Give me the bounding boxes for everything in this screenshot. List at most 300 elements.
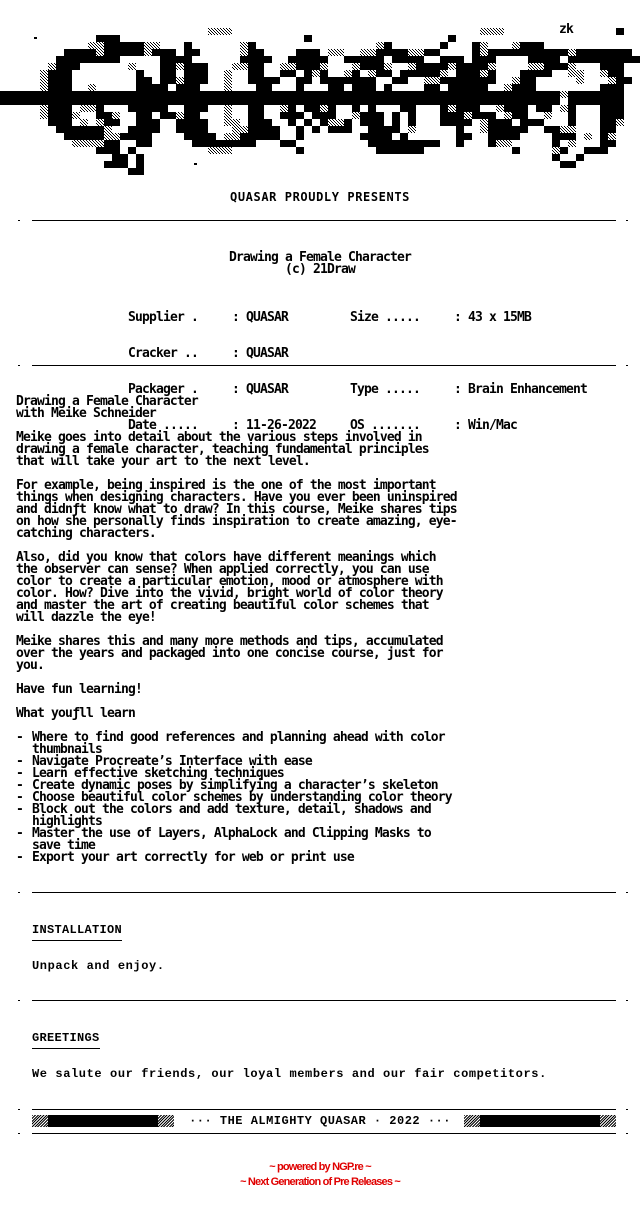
logo-pixel bbox=[400, 91, 408, 98]
logo-pixel bbox=[344, 77, 352, 84]
logo-pixel bbox=[136, 161, 144, 168]
logo-pixel bbox=[328, 98, 336, 105]
description-paragraph bbox=[16, 708, 616, 720]
logo-pixel bbox=[408, 91, 416, 98]
logo-pixel bbox=[56, 119, 64, 126]
logo-pixel bbox=[160, 70, 168, 77]
list-item-line: Block out the colors and add texture, detail, shadows and bbox=[32, 802, 431, 817]
logo-pixel bbox=[96, 91, 104, 98]
logo-pixel bbox=[400, 70, 408, 77]
logo-pixel bbox=[576, 154, 584, 161]
logo-pixel bbox=[40, 91, 48, 98]
logo-pixel bbox=[136, 168, 144, 175]
logo-pixel bbox=[408, 140, 416, 147]
logo-pixel bbox=[112, 98, 120, 105]
logo-pixel bbox=[200, 140, 208, 147]
logo-pixel bbox=[520, 91, 528, 98]
logo-pixel bbox=[88, 126, 96, 133]
logo-pixel bbox=[488, 77, 496, 84]
logo-pixel bbox=[576, 70, 584, 77]
logo-pixel bbox=[608, 63, 616, 70]
logo-pixel bbox=[568, 56, 576, 63]
release-title: Drawing a Female Character bbox=[229, 250, 411, 265]
list-item-line: Create dynamic poses by simplifying a character’s skeleton bbox=[32, 778, 438, 793]
logo-pixel bbox=[472, 98, 480, 105]
logo-pixel bbox=[296, 98, 304, 105]
logo-pixel bbox=[128, 49, 136, 56]
list-item-line: highlights bbox=[32, 814, 102, 829]
logo-pixel bbox=[552, 154, 560, 161]
logo-pixel bbox=[424, 91, 432, 98]
logo-pixel bbox=[624, 56, 632, 63]
logo-pixel bbox=[208, 28, 216, 35]
logo-pixel bbox=[568, 161, 576, 168]
logo-pixel bbox=[304, 98, 312, 105]
logo-pixel bbox=[336, 84, 344, 91]
logo-pixel bbox=[256, 56, 264, 63]
logo-pixel bbox=[128, 42, 136, 49]
logo-pixel bbox=[216, 147, 224, 154]
logo-pixel bbox=[256, 105, 264, 112]
logo-pixel bbox=[304, 119, 312, 126]
logo-pixel bbox=[176, 112, 184, 119]
logo-pixel bbox=[248, 119, 256, 126]
logo-pixel bbox=[496, 49, 504, 56]
footer-title: ··· THE ALMIGHTY QUASAR · 2022 ··· bbox=[189, 1114, 451, 1128]
logo-pixel bbox=[96, 42, 104, 49]
logo-pixel bbox=[72, 63, 80, 70]
logo-pixel bbox=[328, 77, 336, 84]
logo-pixel bbox=[400, 49, 408, 56]
logo-pixel bbox=[192, 105, 200, 112]
logo-pixel bbox=[96, 98, 104, 105]
logo-pixel bbox=[88, 140, 96, 147]
logo-pixel bbox=[320, 77, 328, 84]
logo-pixel bbox=[192, 126, 200, 133]
logo-pixel bbox=[256, 133, 264, 140]
logo-pixel bbox=[240, 140, 248, 147]
logo-pixel bbox=[592, 56, 600, 63]
logo-pixel bbox=[624, 77, 632, 84]
logo-pixel bbox=[184, 49, 192, 56]
logo-pixel bbox=[440, 91, 448, 98]
logo-pixel bbox=[376, 70, 384, 77]
logo-pixel bbox=[304, 91, 312, 98]
list-item-line: Master the use of Layers, AlphaLock and Clipping Masks to bbox=[32, 826, 431, 841]
logo-pixel bbox=[440, 112, 448, 119]
logo-pixel bbox=[336, 119, 344, 126]
powered-by-tagline: ~ Next Generation of Pre Releases ~ bbox=[240, 1176, 400, 1188]
divider bbox=[0, 1109, 640, 1112]
logo-pixel bbox=[104, 119, 112, 126]
logo-pixel bbox=[616, 63, 624, 70]
info-row: Date ..... : 11-26-2022 OS ....... : Win/Mac bbox=[128, 418, 517, 433]
logo-pixel bbox=[72, 49, 80, 56]
text-line: will dazzle the eye! bbox=[16, 610, 156, 625]
logo-pixel bbox=[64, 98, 72, 105]
logo-pixel bbox=[224, 147, 232, 154]
logo-pixel bbox=[232, 63, 240, 70]
logo-pixel bbox=[24, 98, 32, 105]
logo-pixel bbox=[40, 77, 48, 84]
logo-pixel bbox=[112, 112, 120, 119]
logo-pixel bbox=[168, 49, 176, 56]
logo-pixel bbox=[296, 147, 304, 154]
logo-pixel bbox=[136, 105, 144, 112]
logo-pixel bbox=[504, 91, 512, 98]
logo-pixel bbox=[368, 77, 376, 84]
logo-pixel bbox=[488, 119, 496, 126]
logo-pixel bbox=[512, 133, 520, 140]
logo-pixel bbox=[48, 63, 56, 70]
logo-pixel bbox=[392, 119, 400, 126]
logo-pixel bbox=[256, 77, 264, 84]
logo-pixel bbox=[96, 119, 104, 126]
logo-pixel bbox=[296, 56, 304, 63]
logo-pixel bbox=[352, 63, 360, 70]
logo-pixel bbox=[376, 49, 384, 56]
logo-pixel bbox=[376, 42, 384, 49]
logo-pixel bbox=[376, 56, 384, 63]
logo-pixel bbox=[408, 49, 416, 56]
logo-pixel bbox=[392, 91, 400, 98]
logo-pixel bbox=[224, 28, 232, 35]
logo-pixel bbox=[528, 91, 536, 98]
logo-pixel bbox=[336, 91, 344, 98]
logo-pixel bbox=[528, 98, 536, 105]
logo-pixel bbox=[320, 112, 328, 119]
logo-pixel bbox=[568, 112, 576, 119]
logo-pixel bbox=[360, 119, 368, 126]
divider bbox=[0, 1133, 640, 1136]
logo-pixel bbox=[456, 91, 464, 98]
logo-pixel bbox=[128, 168, 136, 175]
logo-pixel bbox=[192, 112, 200, 119]
logo-pixel bbox=[456, 140, 464, 147]
logo-pixel bbox=[512, 49, 520, 56]
logo-pixel bbox=[224, 112, 232, 119]
logo-pixel bbox=[328, 119, 336, 126]
logo-pixel bbox=[200, 63, 208, 70]
logo-pixel bbox=[176, 77, 184, 84]
logo-pixel bbox=[152, 42, 160, 49]
logo-pixel bbox=[488, 70, 496, 77]
logo-pixel bbox=[568, 126, 576, 133]
logo-pixel bbox=[160, 84, 168, 91]
logo-pixel bbox=[336, 77, 344, 84]
logo-pixel bbox=[248, 56, 256, 63]
logo-pixel bbox=[96, 49, 104, 56]
logo-pixel bbox=[240, 126, 248, 133]
logo-pixel bbox=[304, 63, 312, 70]
logo-pixel bbox=[80, 49, 88, 56]
logo-pixel bbox=[504, 84, 512, 91]
logo-pixel bbox=[408, 63, 416, 70]
logo-pixel bbox=[504, 119, 512, 126]
info-value: 43 x 15MB bbox=[468, 310, 531, 325]
logo-pixel bbox=[72, 133, 80, 140]
logo-pixel bbox=[448, 112, 456, 119]
logo-pixel bbox=[184, 63, 192, 70]
powered-by[interactable]: ~ powered by NGP.re ~ bbox=[269, 1161, 371, 1173]
info-value: 11-26-2022 bbox=[246, 418, 316, 433]
logo-pixel bbox=[424, 63, 432, 70]
logo-pixel bbox=[176, 98, 184, 105]
logo-pixel bbox=[312, 91, 320, 98]
logo-pixel bbox=[344, 91, 352, 98]
logo-pixel bbox=[432, 91, 440, 98]
logo-pixel bbox=[400, 98, 408, 105]
logo-pixel bbox=[248, 133, 256, 140]
logo-pixel bbox=[616, 49, 624, 56]
logo-pixel bbox=[304, 56, 312, 63]
logo-pixel bbox=[456, 133, 464, 140]
logo-pixel bbox=[608, 91, 616, 98]
logo-pixel bbox=[600, 119, 608, 126]
logo-pixel bbox=[152, 84, 160, 91]
logo-pixel bbox=[136, 70, 144, 77]
logo-pixel bbox=[160, 112, 168, 119]
logo-pixel bbox=[456, 77, 464, 84]
logo-pixel bbox=[608, 126, 616, 133]
logo-pixel bbox=[272, 98, 280, 105]
logo-pixel bbox=[528, 77, 536, 84]
logo-pixel bbox=[136, 91, 144, 98]
logo-pixel bbox=[240, 91, 248, 98]
logo-pixel bbox=[456, 56, 464, 63]
logo-pixel bbox=[600, 105, 608, 112]
logo-pixel bbox=[384, 147, 392, 154]
logo-pixel bbox=[288, 63, 296, 70]
list-item-line: save time bbox=[32, 838, 95, 853]
logo-pixel bbox=[56, 126, 64, 133]
logo-pixel bbox=[432, 98, 440, 105]
logo-pixel bbox=[304, 77, 312, 84]
logo-pixel bbox=[448, 77, 456, 84]
logo-pixel bbox=[64, 105, 72, 112]
bullet-dash: - bbox=[16, 826, 23, 841]
logo-pixel bbox=[488, 126, 496, 133]
logo-pixel bbox=[184, 77, 192, 84]
logo-pixel bbox=[176, 84, 184, 91]
logo-pixel bbox=[224, 105, 232, 112]
logo-pixel bbox=[504, 126, 512, 133]
logo-pixel bbox=[464, 105, 472, 112]
logo-pixel bbox=[608, 70, 616, 77]
logo-pixel bbox=[384, 42, 392, 49]
logo-pixel bbox=[568, 105, 576, 112]
logo-pixel bbox=[584, 91, 592, 98]
logo-pixel bbox=[608, 140, 616, 147]
logo-pixel bbox=[464, 84, 472, 91]
text-line: and didnƒt know what to draw? In this course, Meike shares tips bbox=[16, 502, 457, 517]
logo-pixel bbox=[512, 126, 520, 133]
list-item-line: Export your art correctly for web or print use bbox=[32, 850, 354, 865]
logo-pixel bbox=[464, 77, 472, 84]
logo-pixel bbox=[584, 56, 592, 63]
logo-pixel bbox=[424, 77, 432, 84]
logo-pixel bbox=[528, 49, 536, 56]
logo-pixel bbox=[496, 28, 504, 35]
logo-pixel bbox=[408, 56, 416, 63]
logo-pixel bbox=[368, 112, 376, 119]
logo-pixel bbox=[64, 119, 72, 126]
greetings-text: We salute our friends, our loyal members and our fair competitors. bbox=[32, 1067, 547, 1081]
logo-pixel bbox=[520, 49, 528, 56]
logo-pixel bbox=[384, 126, 392, 133]
logo-pixel bbox=[368, 70, 376, 77]
logo-pixel bbox=[448, 63, 456, 70]
logo-pixel bbox=[224, 119, 232, 126]
logo-pixel bbox=[256, 91, 264, 98]
text-line: over the years and packaged into one concise course, just for bbox=[16, 646, 443, 661]
logo-pixel bbox=[368, 119, 376, 126]
logo-pixel bbox=[232, 119, 240, 126]
logo-pixel bbox=[600, 84, 608, 91]
logo-pixels bbox=[0, 28, 640, 175]
logo-pixel bbox=[112, 49, 120, 56]
text-line: Drawing a Female Character bbox=[16, 394, 198, 409]
logo-pixel bbox=[448, 119, 456, 126]
logo-pixel bbox=[160, 91, 168, 98]
logo-pixel bbox=[248, 49, 256, 56]
logo-pixel bbox=[216, 98, 224, 105]
logo-pixel bbox=[224, 98, 232, 105]
logo-pixel bbox=[552, 56, 560, 63]
logo-pixel bbox=[104, 98, 112, 105]
logo-pixel bbox=[80, 133, 88, 140]
logo-pixel bbox=[112, 147, 120, 154]
logo-pixel bbox=[304, 35, 312, 42]
logo-pixel bbox=[88, 56, 96, 63]
logo-pixel bbox=[616, 91, 624, 98]
logo-pixel bbox=[80, 56, 88, 63]
logo-pixel bbox=[344, 70, 352, 77]
logo-pixel bbox=[248, 140, 256, 147]
logo-pixel bbox=[416, 91, 424, 98]
divider bbox=[0, 220, 640, 223]
logo-pixel bbox=[160, 56, 168, 63]
logo-pixel bbox=[352, 105, 360, 112]
logo-pixel bbox=[496, 119, 504, 126]
logo-pixel bbox=[392, 49, 400, 56]
logo-pixel bbox=[616, 119, 624, 126]
logo-pixel bbox=[200, 133, 208, 140]
logo-pixel bbox=[192, 63, 200, 70]
logo-pixel bbox=[240, 56, 248, 63]
logo-pixel bbox=[104, 147, 112, 154]
logo-pixel bbox=[616, 105, 624, 112]
logo-pixel bbox=[328, 126, 336, 133]
bullet-dash: - bbox=[16, 802, 23, 817]
logo-pixel bbox=[56, 63, 64, 70]
logo-pixel bbox=[184, 133, 192, 140]
logo-pixel bbox=[488, 112, 496, 119]
logo-pixel bbox=[296, 126, 304, 133]
info-row: Supplier . : QUASAR Size ..... : 43 x 15MB bbox=[128, 310, 531, 325]
divider bbox=[0, 365, 640, 368]
logo-pixel bbox=[144, 42, 152, 49]
logo-pixel bbox=[248, 112, 256, 119]
logo-pixel bbox=[600, 112, 608, 119]
logo-pixel bbox=[584, 49, 592, 56]
logo-pixel bbox=[512, 147, 520, 154]
logo-pixel bbox=[472, 63, 480, 70]
logo-pixel bbox=[296, 91, 304, 98]
logo-pixel bbox=[560, 126, 568, 133]
logo-pixel bbox=[200, 70, 208, 77]
logo-pixel bbox=[288, 112, 296, 119]
text-line: Meike goes into detail about the various steps involved in bbox=[16, 430, 422, 445]
logo-pixel bbox=[256, 49, 264, 56]
divider bbox=[0, 1000, 640, 1003]
logo-pixel bbox=[80, 105, 88, 112]
logo-pixel bbox=[472, 77, 480, 84]
logo-pixel bbox=[352, 91, 360, 98]
logo-pixel bbox=[264, 119, 272, 126]
logo-pixel bbox=[72, 98, 80, 105]
logo-pixel bbox=[216, 140, 224, 147]
logo-pixel bbox=[352, 70, 360, 77]
logo-pixel bbox=[56, 91, 64, 98]
logo-pixel bbox=[472, 49, 480, 56]
logo-pixel bbox=[288, 140, 296, 147]
logo-pixel bbox=[416, 49, 424, 56]
logo-pixel bbox=[560, 105, 568, 112]
logo-pixel bbox=[376, 63, 384, 70]
logo-pixel bbox=[40, 70, 48, 77]
logo-pixel bbox=[496, 126, 504, 133]
logo-pixel bbox=[248, 91, 256, 98]
logo-pixel bbox=[560, 147, 568, 154]
logo-pixel bbox=[144, 112, 152, 119]
text-line: with Meike Schneider bbox=[16, 406, 156, 421]
logo-pixel bbox=[360, 56, 368, 63]
logo-pixel bbox=[568, 140, 576, 147]
logo-pixel bbox=[64, 56, 72, 63]
logo-pixel bbox=[552, 133, 560, 140]
logo-pixel bbox=[88, 91, 96, 98]
logo-pixel bbox=[264, 91, 272, 98]
logo-pixel bbox=[496, 105, 504, 112]
logo-pixel bbox=[408, 112, 416, 119]
logo-pixel bbox=[296, 77, 304, 84]
logo-pixel bbox=[448, 91, 456, 98]
logo-pixel bbox=[336, 98, 344, 105]
logo-pixel bbox=[280, 112, 288, 119]
logo-pixel bbox=[592, 49, 600, 56]
logo-pixel bbox=[488, 63, 496, 70]
bullet-dash: - bbox=[16, 850, 23, 865]
text-line: catching characters. bbox=[16, 526, 156, 541]
logo-pixel bbox=[512, 98, 520, 105]
logo-pixel bbox=[184, 98, 192, 105]
logo-pixel bbox=[352, 84, 360, 91]
logo-pixel bbox=[560, 49, 568, 56]
logo-pixel bbox=[96, 126, 104, 133]
logo-pixel bbox=[448, 35, 456, 42]
logo-pixel bbox=[544, 63, 552, 70]
logo-pixel bbox=[576, 56, 584, 63]
logo-pixel bbox=[424, 49, 432, 56]
logo-pixel bbox=[136, 77, 144, 84]
logo-pixel bbox=[368, 56, 376, 63]
logo-pixel bbox=[160, 105, 168, 112]
logo-pixel bbox=[112, 56, 120, 63]
logo-pixel bbox=[48, 119, 56, 126]
logo-pixel bbox=[520, 98, 528, 105]
logo-pixel bbox=[544, 70, 552, 77]
